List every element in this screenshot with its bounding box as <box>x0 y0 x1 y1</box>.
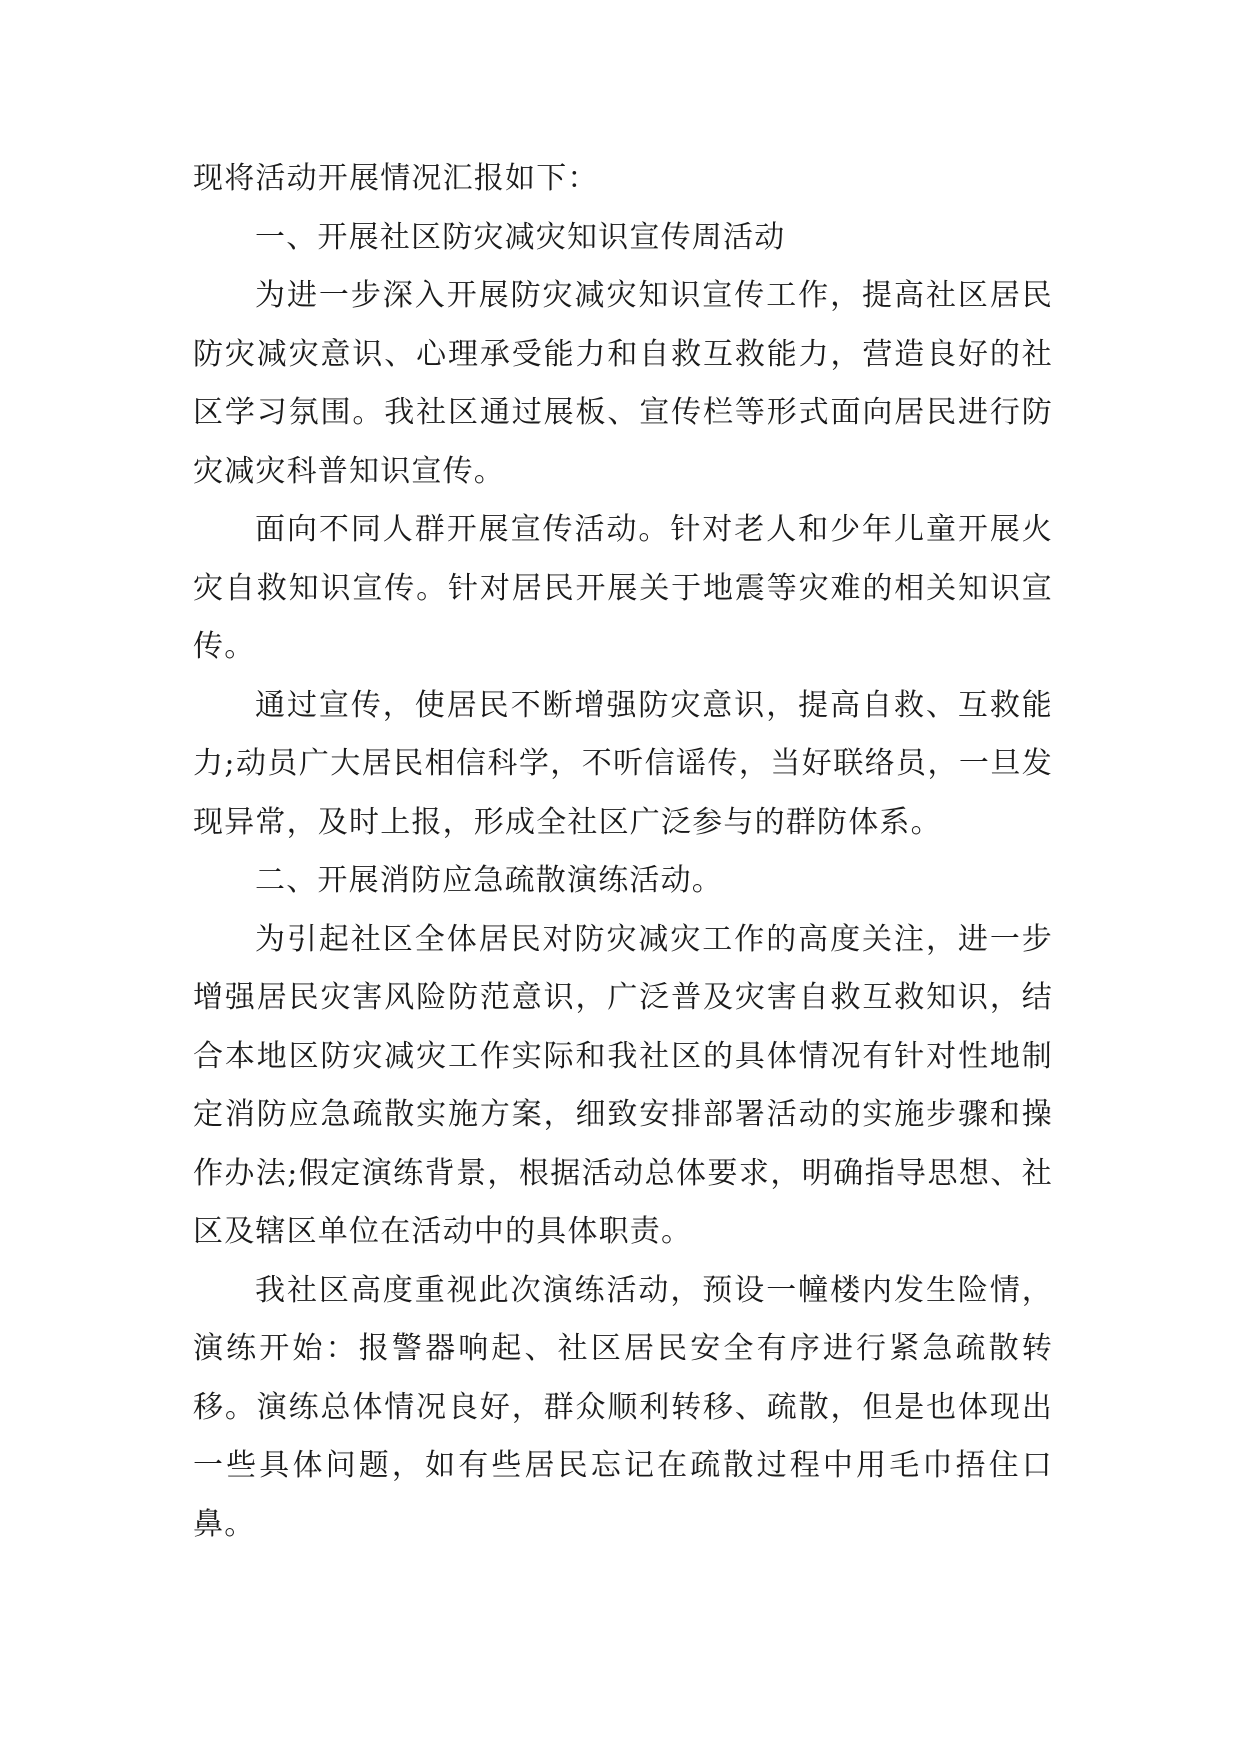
document-page <box>193 150 1053 1554</box>
section-heading-2: 二、开展消防应急疏散演练活动。 <box>255 863 723 898</box>
paragraph-1: 为进一步深入开展防灾减灾知识宣传工作，提高社区居民防灾减灾意识、心理承受能力和自救互救能力，营造良好的社区学习氛围。我社区通过展板、宣传栏等形式面向居民进行防灾减灾科普知识宣传。 <box>193 278 1053 489</box>
paragraph-4: 为引起社区全体居民对防灾减灾工作的高度关注，进一步增强居民灾害风险防范意识，广泛普及灾害自救互救知识，结合本地区防灾减灾工作实际和我社区的具体情况有针对性地制定消防应急疏散实施方案，细致安排部署活动的实施步骤和操作办法;假定演练背景，根据活动总体要求，明确指导思想、社区及辖区单位在活动中的具体职责。 <box>193 921 1053 1249</box>
paragraph-5: 我社区高度重视此次演练活动，预设一幢楼内发生险情，演练开始：报警器响起、社区居民安全有序进行紧急疏散转移。演练总体情况良好，群众顺利转移、疏散，但是也体现出一些具体问题，如有些居民忘记在疏散过程中用毛巾捂住口鼻。 <box>193 1272 1053 1542</box>
section-heading-1: 一、开展社区防灾减灾知识宣传周活动 <box>255 219 786 255</box>
paragraph-intro: 现将活动开展情况汇报如下： <box>193 161 599 196</box>
paragraph-2: 面向不同人群开展宣传活动。针对老人和少年儿童开展火灾自救知识宣传。针对居民开展关于地震等灾难的相关知识宣传。 <box>193 512 1053 664</box>
paragraph-3: 通过宣传，使居民不断增强防灾意识，提高自救、互救能力;动员广大居民相信科学，不听信谣传，当好联络员，一旦发现异常，及时上报，形成全社区广泛参与的群防体系。 <box>193 687 1053 840</box>
